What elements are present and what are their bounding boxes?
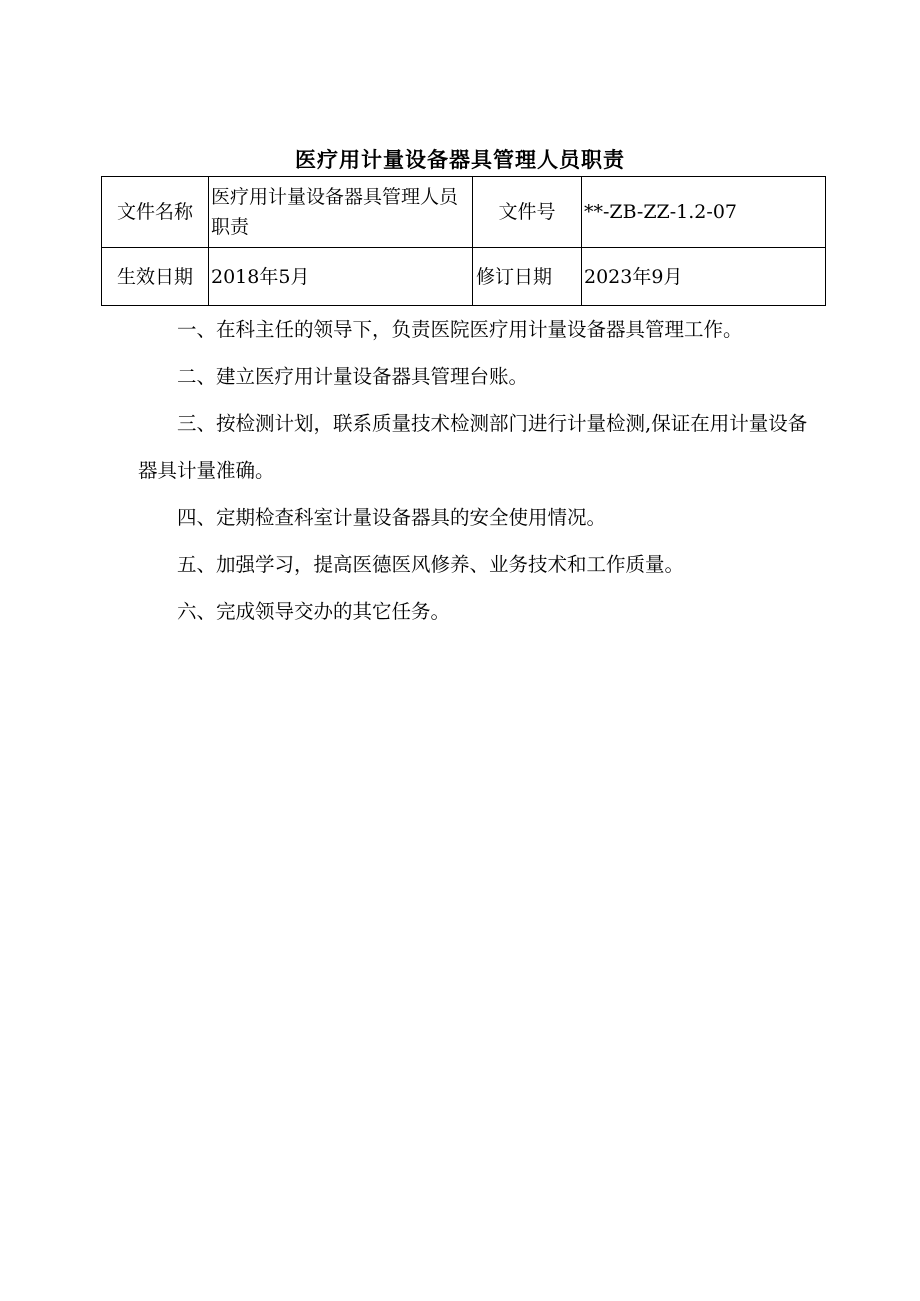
file-number-label: 文件号 bbox=[473, 177, 582, 248]
document-title: 医疗用计量设备器具管理人员职责 bbox=[295, 147, 625, 172]
revision-date-label: 修订日期 bbox=[473, 248, 582, 306]
responsibility-item: 一、在科主任的领导下，负责医院医疗用计量设备器具管理工作。 bbox=[177, 318, 743, 341]
responsibility-item: 三、按检测计划，联系质量技术检测部门进行计量检测,保证在用计量设备器具计量准确。 bbox=[138, 412, 808, 482]
effective-date-label: 生效日期 bbox=[102, 248, 209, 306]
file-number-value: **-ZB-ZZ-1.2-07 bbox=[582, 177, 826, 248]
responsibility-item: 五、加强学习，提高医德医风修养、业务技术和工作质量。 bbox=[177, 553, 685, 576]
responsibility-item: 四、定期检查科室计量设备器具的安全使用情况。 bbox=[177, 506, 607, 529]
effective-date-value: 2018年5月 bbox=[209, 248, 473, 306]
revision-date-value: 2023年9月 bbox=[582, 248, 826, 306]
meta-row-file bbox=[102, 177, 826, 248]
meta-row-dates bbox=[102, 248, 826, 306]
responsibilities-list bbox=[138, 306, 810, 635]
responsibility-item: 二、建立医疗用计量设备器具管理台账。 bbox=[177, 365, 529, 388]
file-name-label: 文件名称 bbox=[102, 177, 209, 248]
document-meta-table bbox=[101, 176, 826, 306]
file-name-value: 医疗用计量设备器具管理人员职责 bbox=[209, 177, 473, 248]
responsibility-item: 六、完成领导交办的其它任务。 bbox=[177, 600, 451, 623]
